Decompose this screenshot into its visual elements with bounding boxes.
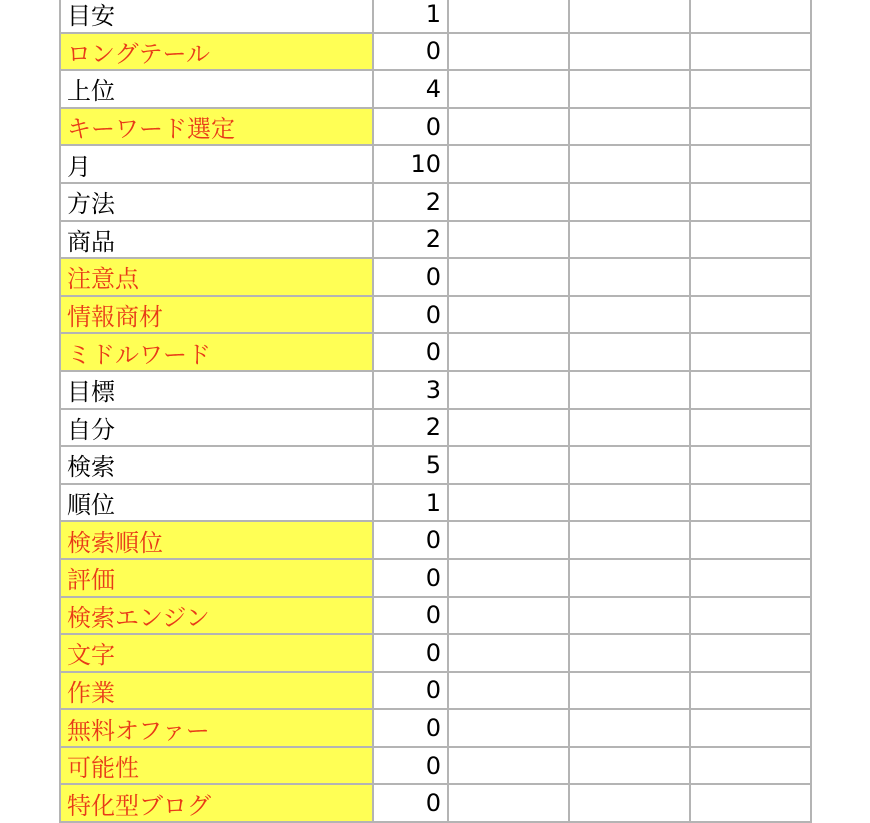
keyword-cell[interactable]: 無料オファー (60, 709, 373, 747)
table-row (0, 597, 870, 635)
count-cell[interactable]: 0 (373, 33, 448, 71)
empty-cell[interactable] (569, 634, 690, 672)
empty-cell[interactable] (690, 521, 811, 559)
count-cell[interactable]: 0 (373, 634, 448, 672)
count-cell[interactable]: 0 (373, 521, 448, 559)
right-gutter (811, 672, 870, 710)
empty-cell[interactable] (690, 221, 811, 259)
empty-cell[interactable] (569, 521, 690, 559)
empty-cell[interactable] (690, 634, 811, 672)
keyword-cell[interactable]: 文字 (60, 634, 373, 672)
right-gutter (811, 296, 870, 334)
table-row (0, 672, 870, 710)
right-gutter (811, 597, 870, 635)
row-gutter (0, 521, 60, 559)
table-row (0, 784, 870, 822)
row-gutter (0, 371, 60, 409)
count-cell[interactable]: 5 (373, 446, 448, 484)
empty-cell[interactable] (448, 258, 569, 296)
table-row (0, 371, 870, 409)
table-row (0, 108, 870, 146)
table-row (0, 747, 870, 785)
empty-cell[interactable] (448, 484, 569, 522)
empty-cell[interactable] (690, 258, 811, 296)
keyword-cell[interactable]: 月 (60, 145, 373, 183)
table-row (0, 221, 870, 259)
table-row (0, 409, 870, 447)
count-cell[interactable]: 0 (373, 559, 448, 597)
right-gutter (811, 634, 870, 672)
empty-cell[interactable] (690, 296, 811, 334)
row-gutter (0, 296, 60, 334)
empty-cell[interactable] (569, 33, 690, 71)
row-gutter (0, 145, 60, 183)
empty-cell[interactable] (690, 559, 811, 597)
row-gutter (0, 221, 60, 259)
table-row (0, 634, 870, 672)
empty-cell[interactable] (448, 784, 569, 822)
empty-cell[interactable] (569, 597, 690, 635)
empty-cell[interactable] (690, 0, 811, 33)
empty-cell[interactable] (690, 371, 811, 409)
empty-cell[interactable] (690, 33, 811, 71)
empty-cell[interactable] (569, 747, 690, 785)
keyword-cell[interactable]: 順位 (60, 484, 373, 522)
empty-cell[interactable] (569, 484, 690, 522)
empty-cell[interactable] (569, 559, 690, 597)
empty-cell[interactable] (690, 747, 811, 785)
empty-cell[interactable] (448, 521, 569, 559)
keyword-cell[interactable]: 評価 (60, 559, 373, 597)
count-cell[interactable]: 2 (373, 183, 448, 221)
count-cell[interactable]: 0 (373, 333, 448, 371)
table-row (0, 484, 870, 522)
right-gutter (811, 33, 870, 71)
keyword-cell[interactable]: キーワード選定 (60, 108, 373, 146)
right-gutter (811, 484, 870, 522)
right-gutter (811, 333, 870, 371)
empty-cell[interactable] (690, 183, 811, 221)
row-gutter (0, 70, 60, 108)
count-cell[interactable]: 1 (373, 0, 448, 33)
empty-cell[interactable] (448, 747, 569, 785)
empty-cell[interactable] (690, 784, 811, 822)
empty-cell[interactable] (448, 0, 569, 33)
row-gutter (0, 258, 60, 296)
right-gutter (811, 709, 870, 747)
table-row (0, 0, 870, 33)
empty-cell[interactable] (569, 108, 690, 146)
keyword-cell[interactable]: ロングテール (60, 33, 373, 71)
right-gutter (811, 747, 870, 785)
right-gutter (811, 108, 870, 146)
keyword-cell[interactable]: 検索 (60, 446, 373, 484)
keyword-cell[interactable]: 特化型ブログ (60, 784, 373, 822)
table-row (0, 709, 870, 747)
row-gutter (0, 333, 60, 371)
count-cell[interactable]: 2 (373, 221, 448, 259)
empty-cell[interactable] (448, 409, 569, 447)
empty-cell[interactable] (690, 409, 811, 447)
right-gutter (811, 521, 870, 559)
empty-cell[interactable] (448, 709, 569, 747)
empty-cell[interactable] (448, 597, 569, 635)
empty-cell[interactable] (448, 70, 569, 108)
count-cell[interactable]: 0 (373, 597, 448, 635)
right-gutter (811, 70, 870, 108)
empty-cell[interactable] (690, 672, 811, 710)
row-gutter (0, 33, 60, 71)
empty-cell[interactable] (690, 709, 811, 747)
empty-cell[interactable] (569, 183, 690, 221)
keyword-cell[interactable]: 注意点 (60, 258, 373, 296)
empty-cell[interactable] (569, 446, 690, 484)
keyword-cell[interactable]: 上位 (60, 70, 373, 108)
table-row (0, 145, 870, 183)
empty-cell[interactable] (569, 0, 690, 33)
row-gutter (0, 446, 60, 484)
count-cell[interactable]: 0 (373, 747, 448, 785)
empty-cell[interactable] (569, 709, 690, 747)
empty-cell[interactable] (448, 33, 569, 71)
empty-cell[interactable] (569, 221, 690, 259)
empty-cell[interactable] (690, 446, 811, 484)
row-gutter (0, 709, 60, 747)
empty-cell[interactable] (690, 70, 811, 108)
keyword-cell[interactable]: 可能性 (60, 747, 373, 785)
right-gutter (811, 183, 870, 221)
keyword-cell[interactable]: 方法 (60, 183, 373, 221)
count-cell[interactable]: 0 (373, 672, 448, 710)
empty-cell[interactable] (569, 784, 690, 822)
empty-cell[interactable] (569, 296, 690, 334)
empty-cell[interactable] (448, 672, 569, 710)
empty-cell[interactable] (569, 672, 690, 710)
empty-cell[interactable] (448, 446, 569, 484)
empty-cell[interactable] (690, 333, 811, 371)
empty-cell[interactable] (448, 333, 569, 371)
empty-cell[interactable] (569, 409, 690, 447)
row-gutter (0, 747, 60, 785)
table-row (0, 446, 870, 484)
empty-cell[interactable] (448, 145, 569, 183)
table-row (0, 559, 870, 597)
row-gutter (0, 108, 60, 146)
right-gutter (811, 371, 870, 409)
keyword-cell[interactable]: 目安 (60, 0, 373, 33)
empty-cell[interactable] (569, 145, 690, 183)
row-gutter (0, 0, 60, 33)
right-gutter (811, 784, 870, 822)
table-row (0, 333, 870, 371)
count-cell[interactable]: 1 (373, 484, 448, 522)
row-gutter (0, 634, 60, 672)
empty-cell[interactable] (569, 70, 690, 108)
empty-cell[interactable] (690, 484, 811, 522)
right-gutter (811, 221, 870, 259)
empty-cell[interactable] (448, 221, 569, 259)
row-gutter (0, 672, 60, 710)
right-gutter (811, 258, 870, 296)
row-gutter (0, 559, 60, 597)
table-row (0, 258, 870, 296)
keyword-cell[interactable]: 検索順位 (60, 521, 373, 559)
empty-cell[interactable] (569, 371, 690, 409)
keyword-cell[interactable]: 自分 (60, 409, 373, 447)
keyword-cell[interactable]: 商品 (60, 221, 373, 259)
keyword-cell[interactable]: ミドルワード (60, 333, 373, 371)
keyword-cell[interactable]: 目標 (60, 371, 373, 409)
empty-cell[interactable] (448, 183, 569, 221)
count-cell[interactable]: 0 (373, 258, 448, 296)
row-gutter (0, 183, 60, 221)
empty-cell[interactable] (448, 296, 569, 334)
keyword-cell[interactable]: 検索エンジン (60, 597, 373, 635)
row-gutter (0, 484, 60, 522)
empty-cell[interactable] (448, 108, 569, 146)
table-row (0, 183, 870, 221)
count-cell[interactable]: 0 (373, 296, 448, 334)
count-cell[interactable]: 3 (373, 371, 448, 409)
right-gutter (811, 559, 870, 597)
empty-cell[interactable] (690, 108, 811, 146)
table-row (0, 296, 870, 334)
empty-cell[interactable] (690, 597, 811, 635)
empty-cell[interactable] (569, 258, 690, 296)
table-row (0, 33, 870, 71)
table-row (0, 521, 870, 559)
right-gutter (811, 446, 870, 484)
row-gutter (0, 409, 60, 447)
row-gutter (0, 597, 60, 635)
empty-cell[interactable] (448, 559, 569, 597)
count-cell[interactable]: 10 (373, 145, 448, 183)
empty-cell[interactable] (690, 145, 811, 183)
empty-cell[interactable] (569, 333, 690, 371)
count-cell[interactable]: 2 (373, 409, 448, 447)
keyword-cell[interactable]: 情報商材 (60, 296, 373, 334)
table-row (0, 70, 870, 108)
empty-cell[interactable] (448, 371, 569, 409)
count-cell[interactable]: 4 (373, 70, 448, 108)
right-gutter (811, 145, 870, 183)
count-cell[interactable]: 0 (373, 709, 448, 747)
right-gutter (811, 409, 870, 447)
keyword-cell[interactable]: 作業 (60, 672, 373, 710)
count-cell[interactable]: 0 (373, 784, 448, 822)
right-gutter (811, 0, 870, 33)
empty-cell[interactable] (448, 634, 569, 672)
row-gutter (0, 784, 60, 822)
count-cell[interactable]: 0 (373, 108, 448, 146)
